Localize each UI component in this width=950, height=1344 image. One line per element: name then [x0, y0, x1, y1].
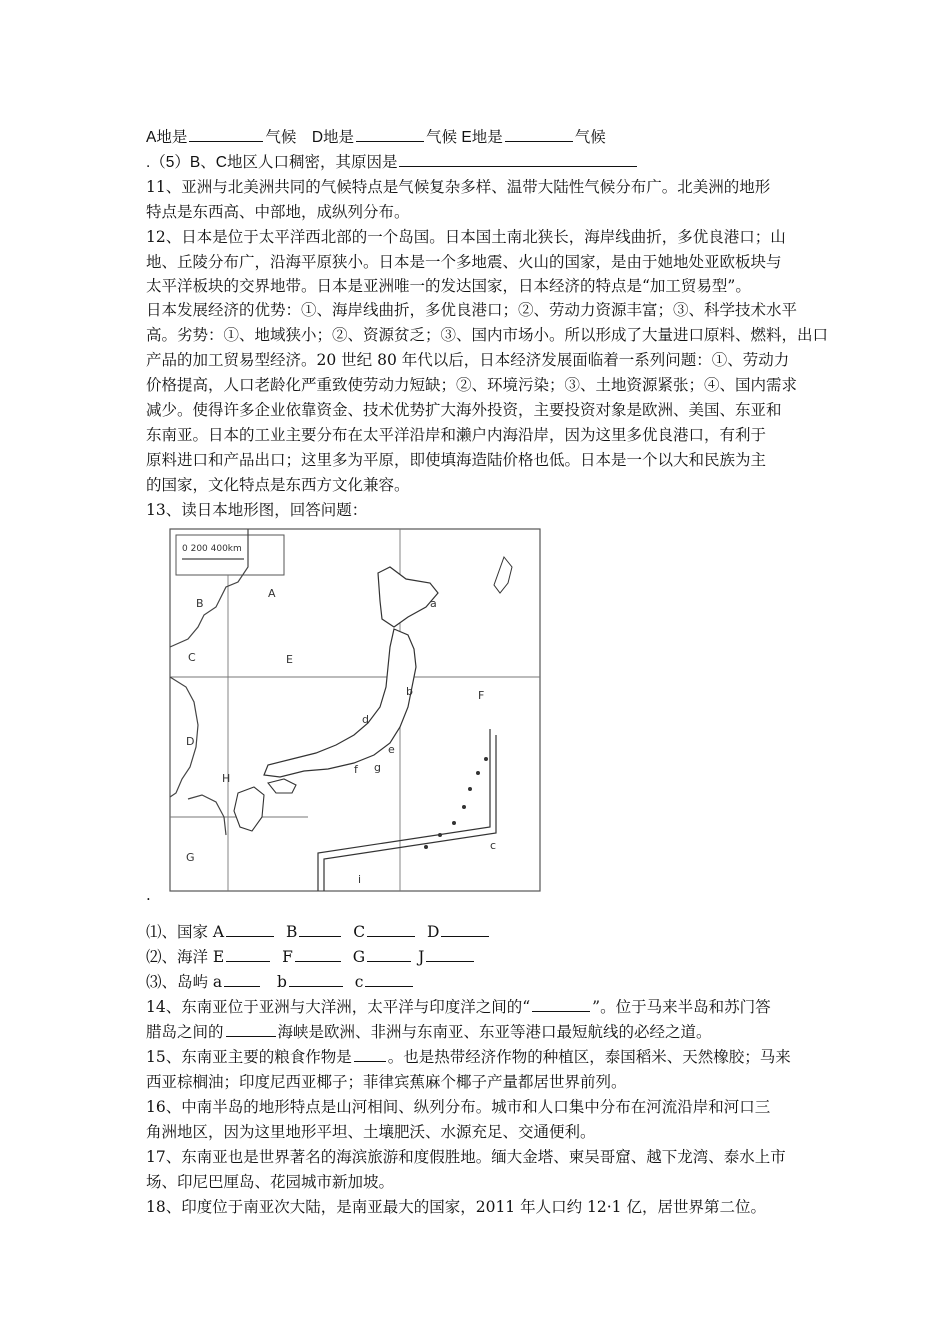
map-label-G: G — [186, 851, 195, 864]
map-label-f: f — [354, 763, 358, 776]
q14-line1 — [146, 997, 771, 1017]
japan-map-figure — [168, 527, 552, 899]
q15-line2: 西亚棕榈油；印度尼西亚椰子；菲律宾蕉麻个椰子产量都居世界前列。 — [146, 1073, 627, 1091]
text-e: 气候 E地是 — [426, 129, 503, 146]
q13-oceans — [146, 947, 476, 967]
blank-a[interactable] — [189, 127, 263, 142]
q13-2-label: ⑵、海洋 E — [146, 948, 225, 966]
map-label-e: e — [388, 743, 395, 756]
blank-island-a[interactable] — [224, 972, 260, 987]
blank-country-c[interactable] — [367, 922, 415, 937]
q13-1-b: B — [285, 923, 298, 941]
blank-country-b[interactable] — [299, 922, 341, 937]
q13-countries — [146, 922, 491, 942]
blank-strait[interactable] — [226, 1022, 276, 1037]
blank-e[interactable] — [505, 127, 573, 142]
blank-island-b[interactable] — [289, 972, 343, 987]
q12-line9: 东南亚。日本的工业主要分布在太平洋沿岸和濑户内海沿岸，因为这里多优良港口，有利于 — [146, 426, 767, 444]
q15-line1 — [146, 1047, 791, 1067]
q13-islands — [146, 972, 415, 992]
map-label-C: C — [188, 651, 196, 664]
q13-3-c: c — [354, 973, 364, 991]
q14-1-post: ”。位于马来半岛和苏门答 — [592, 998, 771, 1016]
scale-text: 0 200 400km — [182, 544, 242, 554]
q12-line2: 地、丘陵分布广，沿海平原狭小。日本是一个多地震、火山的国家，是由于她地处亚欧板块与 — [146, 253, 782, 271]
q13-1-c: C — [353, 923, 366, 941]
q16-line1: 16、中南半岛的地形特点是山河相间、纵列分布。城市和人口集中分布在河流沿岸和河口三 — [146, 1098, 771, 1116]
stray-dot: . — [146, 886, 151, 904]
q12-line7: 价格提高，人口老龄化严重致使劳动力短缺；②、环境污染；③、土地资源紧张；④、国内需求 — [146, 376, 798, 394]
map-label-c: c — [490, 839, 497, 852]
q14-2-post: 海峡是欧洲、非洲与东南亚、东亚等港口最短航线的必经之道。 — [277, 1023, 712, 1041]
map-label-d: d — [362, 713, 369, 726]
text-a: A地是 — [146, 129, 188, 146]
q12-line1: 12、日本是位于太平洋西北部的一个岛国。日本国土南北狭长，海岸线曲折，多优良港口；山 — [146, 228, 786, 246]
q11-line1: 11、亚洲与北美洲共同的气候特点是气候复杂多样、温带大陆性气候分布广。北美洲的地形 — [146, 178, 771, 196]
map-label-E: E — [286, 653, 293, 666]
blank-crossroads[interactable] — [532, 997, 590, 1012]
q15-1-pre: 15、东南亚主要的粮食作物是 — [146, 1048, 352, 1066]
q12-line8: 减少。使得许多企业依靠资金、技术优势扩大海外投资，主要投资对象是欧洲、美国、东亚和 — [146, 401, 782, 419]
q12-line4: 日本发展经济的优势：①、海岸线曲折，多优良港口；②、劳动力资源丰富；③、科学技术水平 — [146, 301, 798, 319]
blank-country-d[interactable] — [441, 922, 489, 937]
q12-line5: 高。劣势：①、地域狭小；②、资源贫乏；③、国内市场小。所以形成了大量进口原料、燃料，出口 — [146, 326, 829, 344]
map-label-A: A — [268, 587, 276, 600]
q14-1-pre: 14、东南亚位于亚洲与大洋洲，太平洋与印度洋之间的“ — [146, 998, 531, 1016]
blank-food-crop[interactable] — [354, 1047, 386, 1062]
text-d: 气候 D地是 — [265, 129, 355, 146]
q12-line3: 太平洋板块的交界地带。日本是亚洲唯一的发达国家，日本经济的特点是“加工贸易型”。 — [146, 277, 751, 295]
blank-ocean-g[interactable] — [367, 947, 411, 962]
map-label-F: F — [478, 689, 485, 702]
q11-line2: 特点是东西高、中部地，成纵列分布。 — [146, 203, 410, 221]
q13-2-j: J — [418, 948, 425, 966]
q13-2-g: G — [352, 948, 366, 966]
map-label-a: a — [430, 597, 437, 610]
q16-line2: 角洲地区，因为这里地形平坦、土壤肥沃、水源充足、交通便利。 — [146, 1123, 596, 1141]
japan-map — [168, 527, 552, 899]
q14-line2 — [146, 1022, 712, 1042]
q13-3-label: ⑶、岛屿 a — [146, 973, 223, 991]
blank-country-a[interactable] — [226, 922, 274, 937]
q15-1-post: 。也是热带经济作物的种植区，泰国稻米、天然橡胶；马来 — [387, 1048, 791, 1066]
q12-line11: 的国家，文化特点是东西方文化兼容。 — [146, 476, 410, 494]
blank-ocean-f[interactable] — [295, 947, 341, 962]
map-label-D: D — [186, 735, 195, 748]
q18-line: 18、印度位于南亚次大陆，是南亚最大的国家，2011 年人口约 12·1 亿，居世界第二位。 — [146, 1198, 766, 1216]
blank-d[interactable] — [356, 127, 424, 142]
q13-1-d: D — [426, 923, 440, 941]
q10-population-line — [146, 152, 639, 173]
q10-climate-line — [146, 127, 606, 148]
map-label-i: i — [358, 873, 362, 886]
map-label-g: g — [374, 761, 381, 774]
q13-3-b: b — [276, 973, 287, 991]
q13-2-f: F — [282, 948, 293, 966]
map-label-b: b — [406, 685, 413, 698]
q17-line2: 场、印尼巴厘岛、花园城市新加坡。 — [146, 1173, 395, 1191]
map-label-B: B — [196, 597, 204, 610]
q12-line6: 产品的加工贸易型经济。20 世纪 80 年代以后，日本经济发展面临着一系列问题：①、劳动力 — [146, 351, 790, 369]
q13-prompt: 13、读日本地形图，回答问题： — [146, 501, 368, 519]
q17-line1: 17、东南亚也是世界著名的海滨旅游和度假胜地。缅大金塔、柬吴哥窟、越下龙湾、泰水上市 — [146, 1148, 786, 1166]
q14-2-pre: 腊岛之间的 — [146, 1023, 224, 1041]
q12-line10: 原料进口和产品出口；这里多为平原，即使填海造陆价格也低。日本是一个以大和民族为主 — [146, 451, 767, 469]
text-pop: .（5）B、C地区人口稠密，其原因是 — [146, 154, 398, 171]
blank-island-c[interactable] — [365, 972, 413, 987]
blank-ocean-j[interactable] — [426, 947, 474, 962]
q13-1-label: ⑴、国家 A — [146, 923, 225, 941]
text-e-end: 气候 — [574, 129, 606, 146]
blank-ocean-e[interactable] — [226, 947, 270, 962]
blank-population[interactable] — [399, 152, 637, 167]
map-label-H: H — [222, 772, 231, 785]
